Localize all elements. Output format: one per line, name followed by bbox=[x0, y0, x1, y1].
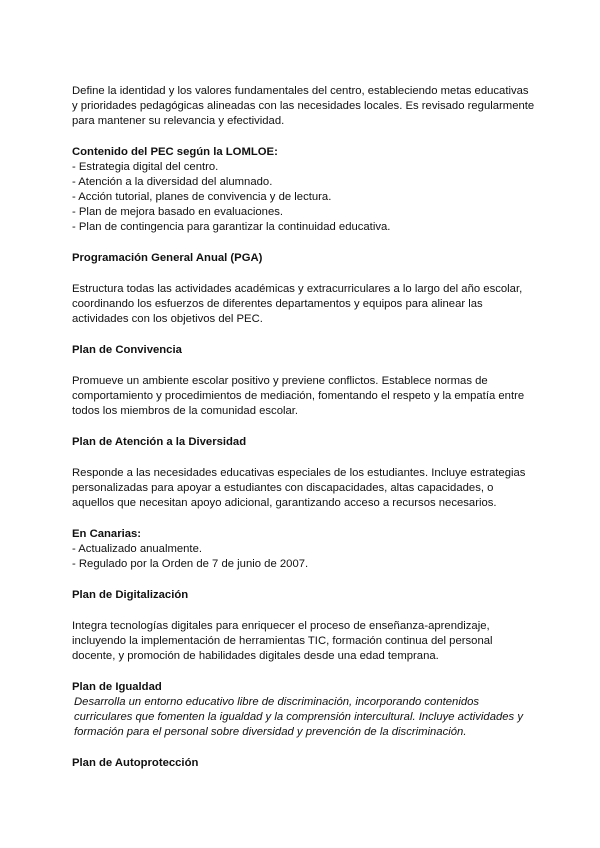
diversidad-line: personalizadas para apoyar a estudiantes con discapacidades, altas capacidades, o bbox=[72, 482, 494, 494]
convivencia-paragraph bbox=[72, 374, 542, 419]
document-body bbox=[72, 84, 542, 771]
pec-contenido-section bbox=[72, 145, 542, 235]
digitalizacion-line: incluyendo la implementación de herramientas TIC, formación continua del personal bbox=[72, 635, 493, 647]
digitalizacion-line: docente, y promoción de habilidades digitales desde una edad temprana. bbox=[72, 650, 439, 662]
digitalizacion-line: Integra tecnologías digitales para enriquecer el proceso de enseñanza-aprendizaje, bbox=[72, 620, 490, 632]
pga-heading: Programación General Anual (PGA) bbox=[72, 252, 263, 264]
list-item: - Plan de contingencia para garantizar la continuidad educativa. bbox=[72, 221, 391, 233]
igualdad-section bbox=[72, 680, 542, 740]
pga-paragraph bbox=[72, 282, 542, 327]
convivencia-line: Promueve un ambiente escolar positivo y previene conflictos. Establece normas de bbox=[72, 375, 488, 387]
pga-line: Estructura todas las actividades académicas y extracurriculares a lo largo del año escolar, bbox=[72, 283, 523, 295]
pga-line: coordinando los esfuerzos de diferentes departamentos y equipos para alinear las bbox=[72, 298, 483, 310]
intro-line: Define la identidad y los valores fundamentales del centro, estableciendo metas educativas bbox=[72, 85, 529, 97]
diversidad-line: aquellos que necesitan apoyo adicional, garantizando acceso a recursos necesarios. bbox=[72, 497, 497, 509]
list-item: - Plan de mejora basado en evaluaciones. bbox=[72, 206, 284, 218]
convivencia-line: comportamiento y procedimientos de mediación, fomentando el respeto y la empatía entre bbox=[72, 390, 525, 402]
pec-contenido-heading: Contenido del PEC según la LOMLOE: bbox=[72, 146, 278, 158]
autoproteccion-heading: Plan de Autoprotección bbox=[72, 757, 199, 769]
intro-line: para mantener su relevancia y efectividad. bbox=[72, 115, 285, 127]
canarias-section bbox=[72, 527, 542, 572]
igualdad-line: formación para el personal sobre diversidad y prevención de la discriminación. bbox=[74, 726, 467, 738]
pga-line: actividades con los objetivos del PEC. bbox=[72, 313, 263, 325]
list-item: - Atención a la diversidad del alumnado. bbox=[72, 176, 273, 188]
convivencia-line: todos los miembros de la comunidad escolar. bbox=[72, 405, 299, 417]
canarias-heading: En Canarias: bbox=[72, 528, 142, 540]
list-item: - Regulado por la Orden de 7 de junio de 2007. bbox=[72, 558, 309, 570]
convivencia-heading: Plan de Convivencia bbox=[72, 344, 182, 356]
diversidad-heading: Plan de Atención a la Diversidad bbox=[72, 436, 247, 448]
igualdad-line: Desarrolla un entorno educativo libre de discriminación, incorporando contenidos bbox=[74, 696, 480, 708]
list-item: - Acción tutorial, planes de convivencia y de lectura. bbox=[72, 191, 332, 203]
intro-paragraph bbox=[72, 84, 542, 129]
digitalizacion-heading: Plan de Digitalización bbox=[72, 589, 189, 601]
list-item: - Estrategia digital del centro. bbox=[72, 161, 219, 173]
igualdad-heading: Plan de Igualdad bbox=[72, 681, 162, 693]
digitalizacion-paragraph bbox=[72, 619, 542, 664]
diversidad-line: Responde a las necesidades educativas especiales de los estudiantes. Incluye estrategias bbox=[72, 467, 526, 479]
list-item: - Actualizado anualmente. bbox=[72, 543, 202, 555]
diversidad-paragraph bbox=[72, 466, 542, 511]
igualdad-line: curriculares que fomenten la igualdad y la comprensión intercultural. Incluye actividades y bbox=[74, 711, 523, 723]
intro-line: y prioridades pedagógicas alineadas con las necesidades locales. Es revisado regularmente bbox=[72, 100, 535, 112]
